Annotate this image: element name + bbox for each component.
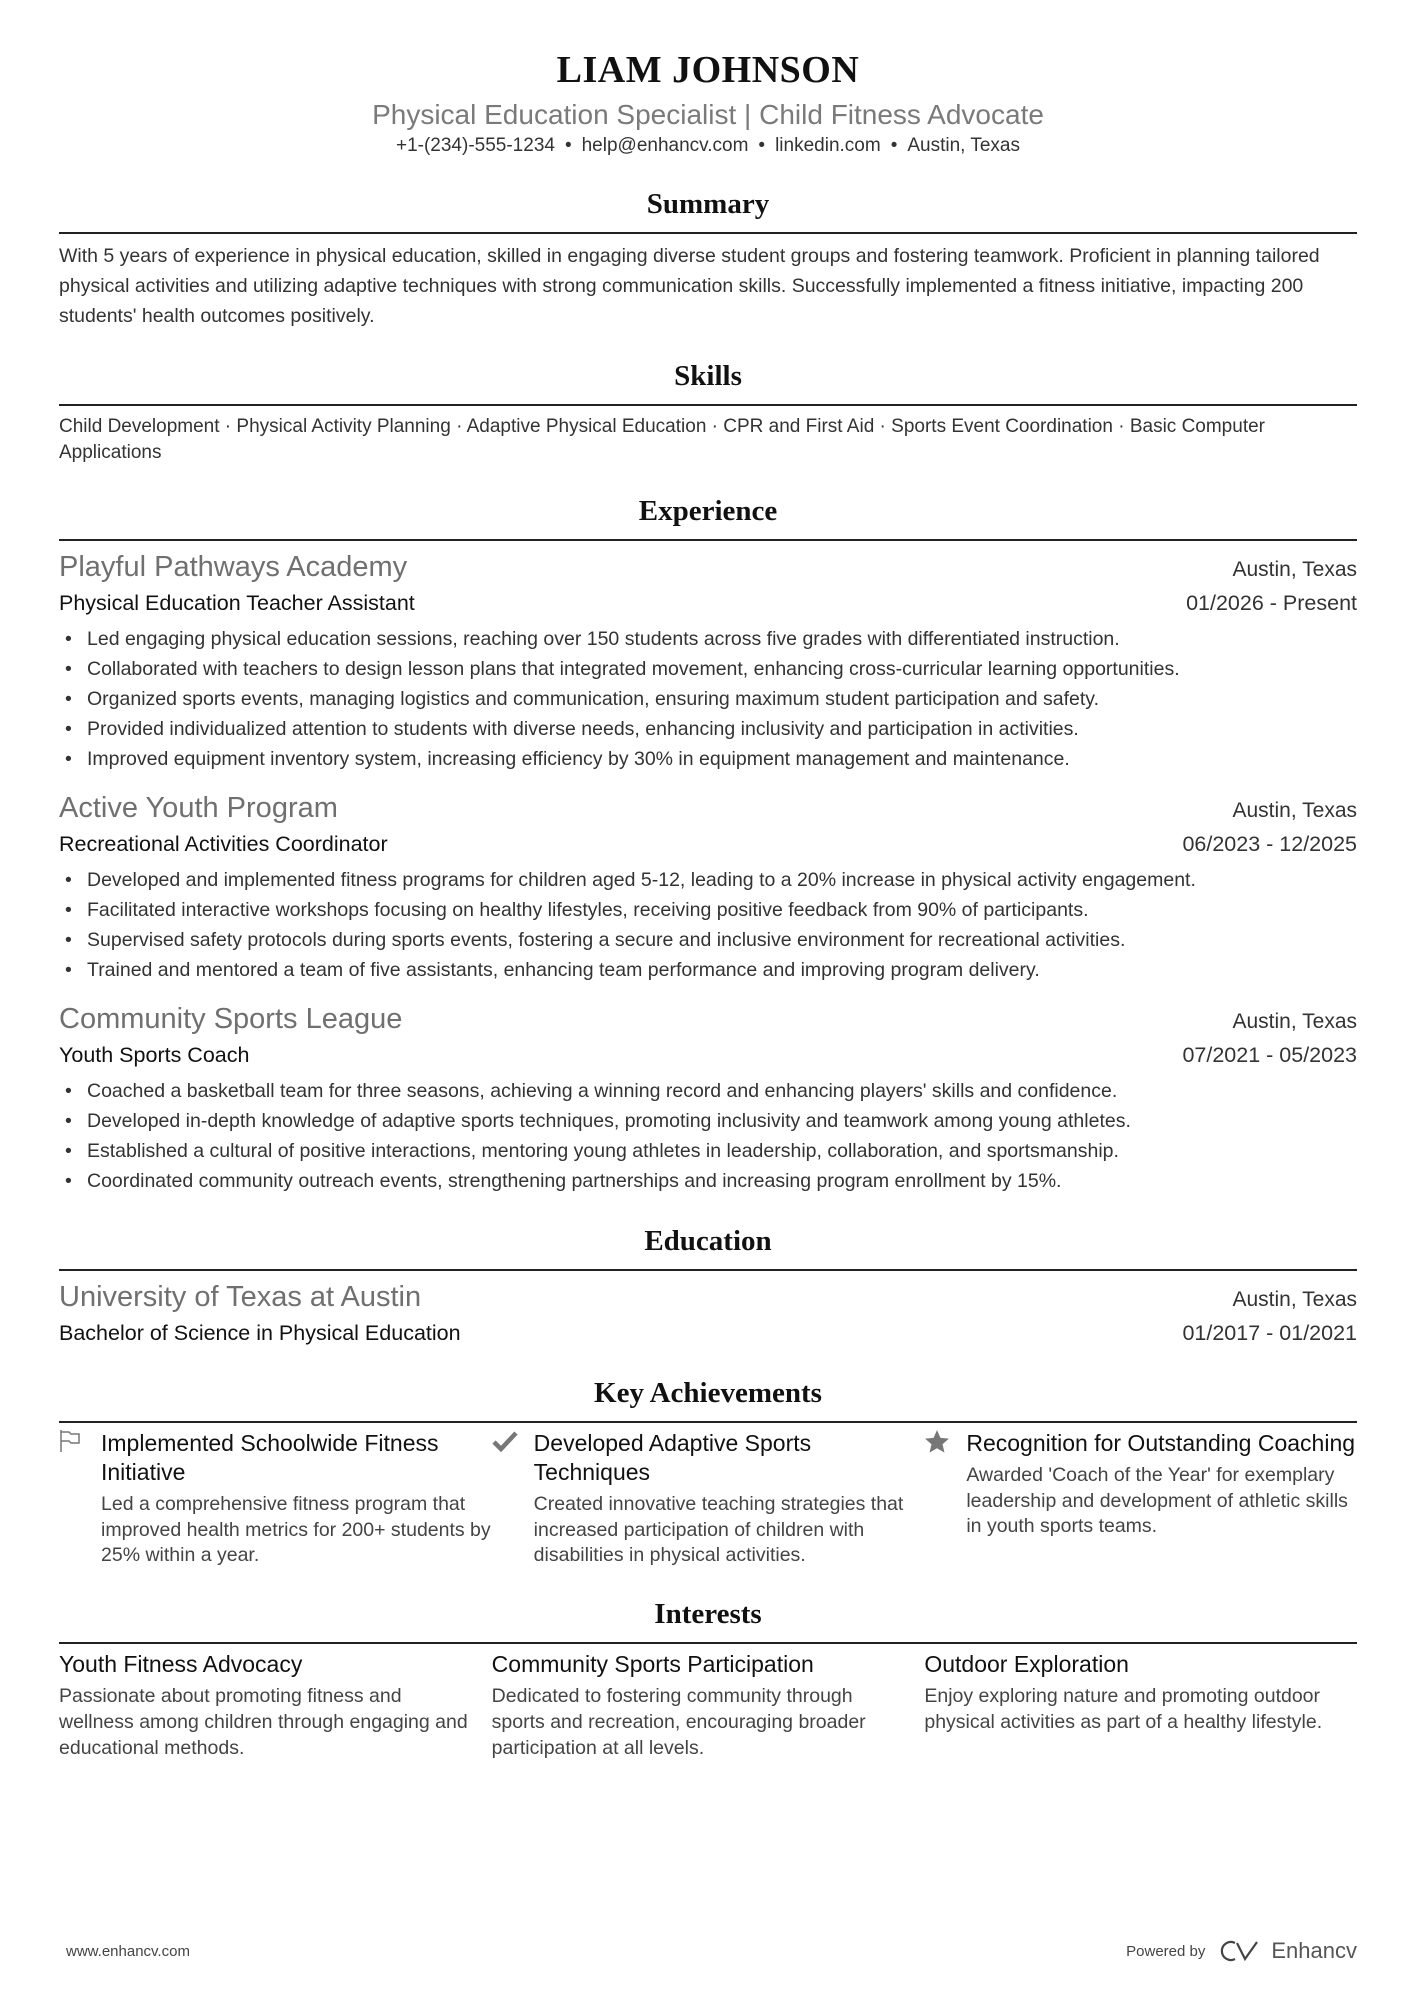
check-icon — [492, 1429, 534, 1569]
job-bullet: • Collaborated with teachers to design lesson plans that integrated movement, enhancing cross-curricular learning opportunities. — [59, 654, 1357, 684]
achievements-section — [59, 1375, 1357, 1569]
interest-item — [492, 1650, 925, 1761]
section-heading: Education — [59, 1223, 1357, 1271]
section-heading: Summary — [59, 186, 1357, 234]
company-name: Active Youth Program — [59, 792, 338, 824]
achievement-title: Developed Adaptive Sports Techniques — [533, 1430, 812, 1485]
job-bullet: • Established a cultural of positive interactions, mentoring young athletes in leadership, collaboration, and sportsmanship. — [59, 1136, 1357, 1166]
star-icon — [924, 1429, 966, 1569]
job-entry — [59, 791, 1357, 985]
linkedin-link[interactable]: linkedin.com — [775, 135, 881, 156]
achievement-desc: Awarded 'Coach of the Year' for exemplary leadership and development of athletic skills in youth sports teams. — [966, 1464, 1348, 1538]
job-bullet: • Led engaging physical education sessions, reaching over 150 students across five grades with differentiated instruction. — [59, 624, 1357, 654]
interest-title: Outdoor Exploration — [924, 1651, 1129, 1678]
interest-title: Community Sports Participation — [491, 1651, 814, 1678]
achievement-item — [492, 1429, 925, 1569]
job-location: Austin, Texas — [1232, 558, 1357, 581]
achievement-desc: Led a comprehensive fitness program that improved health metrics for 200+ students by 25% within a year. — [101, 1493, 491, 1567]
section-heading: Interests — [59, 1596, 1357, 1644]
job-bullets — [59, 1076, 1357, 1196]
job-location: Austin, Texas — [1232, 1010, 1357, 1033]
education-entry — [59, 1280, 1357, 1348]
location: Austin, Texas — [907, 135, 1020, 156]
school-location: Austin, Texas — [1232, 1288, 1357, 1311]
job-location: Austin, Texas — [1232, 799, 1357, 822]
interest-title: Youth Fitness Advocacy — [59, 1651, 303, 1678]
job-bullets — [59, 865, 1357, 985]
company-name: Community Sports League — [59, 1003, 403, 1035]
job-bullet: • Improved equipment inventory system, increasing efficiency by 30% in equipment management and maintenance. — [59, 744, 1357, 774]
summary-text: With 5 years of experience in physical education, skilled in engaging diverse student groups and fostering teamwork. Proficient in planning tailored physical activities and utilizing adaptive techniques with strong communication skills. Successfully implemented a fitness initiative, impacting 200 students' health outcomes positively. — [59, 245, 1320, 327]
flag-icon — [59, 1429, 101, 1569]
job-bullet: • Developed in-depth knowledge of adaptive sports techniques, promoting inclusivity and teamwork among young athletes. — [59, 1106, 1357, 1136]
section-heading: Key Achievements — [59, 1375, 1357, 1423]
website-link[interactable]: www.enhancv.com — [66, 1942, 190, 1960]
achievement-desc: Created innovative teaching strategies that increased participation of children with disabilities in physical activities. — [533, 1493, 904, 1567]
job-bullet: • Coached a basketball team for three seasons, achieving a winning record and enhancing players' skills and confidence. — [59, 1076, 1357, 1106]
skills-section — [59, 358, 1357, 466]
interest-desc: Dedicated to fostering community through sports and recreation, encouraging broader participation at all levels. — [491, 1685, 866, 1759]
skills-list: Child Development · Physical Activity Planning · Adaptive Physical Education · CPR and First Aid · Sports Event Coordination · Basic Computer Applications — [59, 416, 1265, 463]
section-heading: Skills — [59, 358, 1357, 406]
candidate-name: LIAM JOHNSON — [556, 49, 860, 91]
interest-item — [924, 1650, 1357, 1761]
contact-line: +1-(234)-555-1234 • help@enhancv.com • linkedin.com • Austin, Texas — [395, 135, 1020, 156]
achievement-item — [924, 1429, 1357, 1569]
achievement-title: Recognition for Outstanding Coaching — [966, 1430, 1356, 1456]
job-bullet: • Provided individualized attention to students with diverse needs, enhancing inclusivity and participation in activities. — [59, 714, 1357, 744]
job-bullet: • Organized sports events, managing logistics and communication, ensuring maximum student participation and safety. — [59, 684, 1357, 714]
job-role: Recreational Activities Coordinator — [59, 832, 388, 856]
job-dates: 01/2026 - Present — [1186, 591, 1357, 615]
powered-by-label: Powered by — [1126, 1942, 1206, 1960]
degree: Bachelor of Science in Physical Education — [59, 1321, 461, 1345]
interest-desc: Enjoy exploring nature and promoting outdoor physical activities as part of a healthy lifestyle. — [924, 1685, 1323, 1733]
school-name: University of Texas at Austin — [59, 1281, 422, 1313]
job-dates: 07/2021 - 05/2023 — [1182, 1043, 1357, 1067]
interest-item — [59, 1650, 492, 1761]
job-bullet: • Supervised safety protocols during sports events, fostering a secure and inclusive environment for recreational activities. — [59, 925, 1357, 955]
education-dates: 01/2017 - 01/2021 — [1182, 1321, 1357, 1345]
job-bullet: • Trained and mentored a team of five assistants, enhancing team performance and improving program delivery. — [59, 955, 1357, 985]
summary-section — [59, 186, 1357, 331]
job-dates: 06/2023 - 12/2025 — [1182, 832, 1357, 856]
achievement-item — [59, 1429, 492, 1569]
job-role: Youth Sports Coach — [59, 1043, 250, 1067]
interest-desc: Passionate about promoting fitness and wellness among children through engaging and educational methods. — [59, 1685, 468, 1759]
interests-section — [59, 1596, 1357, 1761]
job-bullet: • Facilitated interactive workshops focusing on healthy lifestyles, receiving positive feedback from 90% of participants. — [59, 895, 1357, 925]
enhancv-logo[interactable] — [1219, 1938, 1357, 1964]
company-name: Playful Pathways Academy — [59, 551, 408, 583]
email-link[interactable]: help@enhancv.com — [581, 135, 749, 156]
job-role: Physical Education Teacher Assistant — [59, 591, 415, 615]
job-bullet: • Coordinated community outreach events, strengthening partnerships and increasing program enrollment by 15%. — [59, 1166, 1357, 1196]
job-bullets — [59, 624, 1357, 774]
phone: +1-(234)-555-1234 — [395, 135, 555, 156]
candidate-title: Physical Education Specialist | Child Fitness Advocate — [372, 99, 1044, 130]
experience-section — [59, 493, 1357, 1196]
job-bullet: • Developed and implemented fitness programs for children aged 5-12, leading to a 20% increase in physical activity engagement. — [59, 865, 1357, 895]
brand-name: Enhancv — [1271, 1938, 1357, 1963]
footer — [66, 1938, 1357, 1964]
enhancv-logo-icon — [1219, 1938, 1263, 1964]
job-entry — [59, 1002, 1357, 1196]
job-entry — [59, 550, 1357, 774]
section-heading: Experience — [59, 493, 1357, 541]
education-section — [59, 1223, 1357, 1348]
achievement-title: Implemented Schoolwide Fitness Initiative — [101, 1430, 439, 1485]
